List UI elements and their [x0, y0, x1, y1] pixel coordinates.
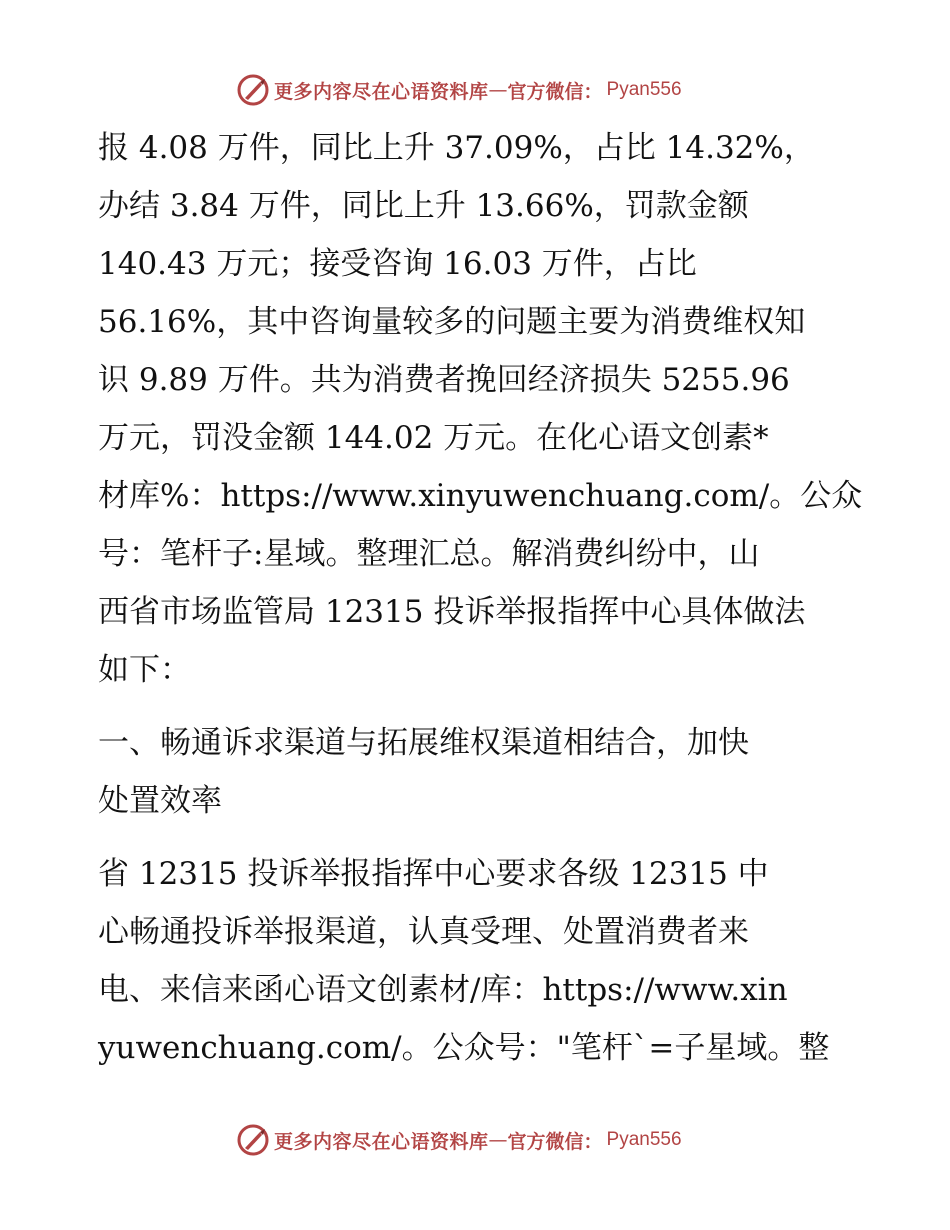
- text-line: 万元，罚没金额 144.02 万元。在化心语文创素*: [98, 420, 769, 456]
- watermark-text: 更多内容尽在心语资料库: [274, 80, 489, 103]
- text-line: 56.16%，其中咨询量较多的问题主要为消费维权知: [98, 304, 806, 340]
- text-line: 材库%：https://www.xinyuwenchuang.com/。公众: [98, 478, 863, 514]
- watermark-wechat-label: 官方微信：: [507, 80, 603, 103]
- footer-watermark: [236, 1122, 682, 1158]
- watermark-wechat-label: 官方微信：: [507, 1130, 603, 1153]
- text-line: 省 12315 投诉举报指挥中心要求各级 12315 中: [98, 856, 769, 892]
- watermark-text: 更多内容尽在心语资料库: [274, 1130, 489, 1153]
- quill-logo-icon: [236, 73, 270, 107]
- watermark-separator: —: [488, 79, 508, 101]
- quill-logo-icon: [236, 1123, 270, 1157]
- section-heading-cont: 处置效率: [98, 783, 222, 819]
- watermark-wechat-id: Pyan556: [606, 1129, 682, 1150]
- text-line: 号：笔杆子:星域。整理汇总。解消费纠纷中，山: [98, 536, 760, 572]
- watermark-wechat-id: Pyan556: [606, 79, 682, 100]
- header-watermark: [236, 72, 682, 108]
- text-line: 西省市场监管局 12315 投诉举报指挥中心具体做法: [98, 594, 806, 630]
- text-line: 办结 3.84 万件，同比上升 13.66%，罚款金额: [98, 188, 749, 224]
- section-heading: 一、畅通诉求渠道与拓展维权渠道相结合，加快: [98, 725, 749, 761]
- text-line: 如下：: [98, 652, 191, 688]
- text-line: 心畅通投诉举报渠道，认真受理、处置消费者来: [98, 914, 749, 950]
- text-line: 识 9.89 万件。共为消费者挽回经济损失 5255.96: [98, 362, 790, 398]
- text-line: 报 4.08 万件，同比上升 37.09%，占比 14.32%，: [98, 130, 815, 166]
- text-line: yuwenchuang.com/。公众号："笔杆`=子星域。整: [98, 1030, 830, 1066]
- text-line: 电、来信来函心语文创素材/库：https://www.xin: [98, 972, 788, 1008]
- watermark-separator: —: [488, 1129, 508, 1151]
- text-line: 140.43 万元；接受咨询 16.03 万件，占比: [98, 246, 697, 282]
